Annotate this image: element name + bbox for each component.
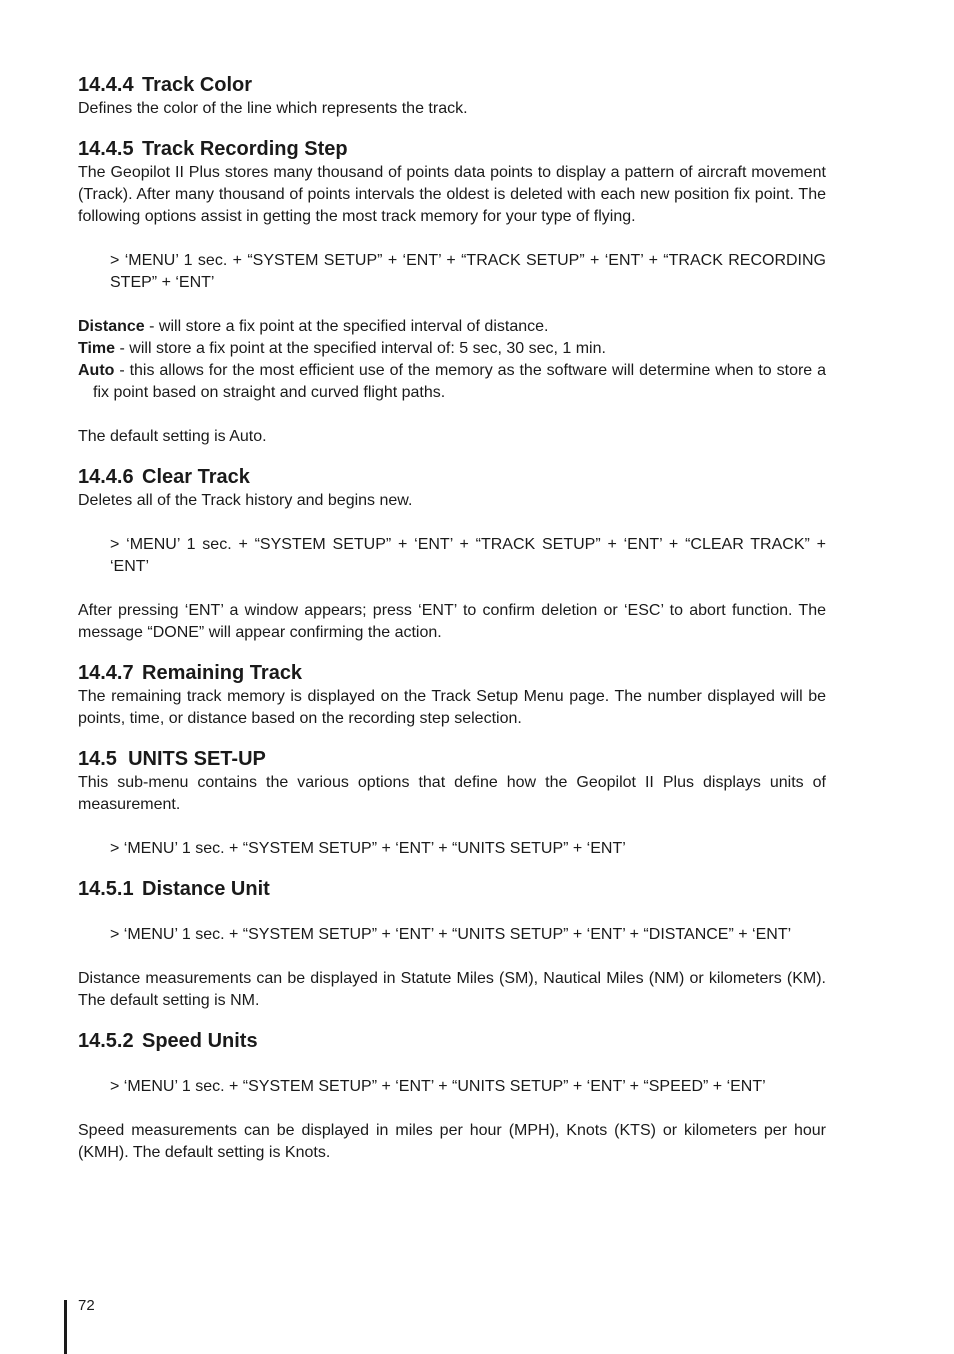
- option-distance: Distance - will store a fix point at the specified interval of distance.: [78, 318, 549, 335]
- page-number: 72: [78, 1297, 95, 1314]
- paragraph: The remaining track memory is displayed on the Track Setup Menu page. The number displayed will be points, time, or distance based on the recording step selection.: [78, 688, 826, 727]
- paragraph: This sub-menu contains the various options that define how the Geopilot II Plus displays units of measurement.: [78, 774, 826, 813]
- paragraph: Distance measurements can be displayed in Statute Miles (SM), Nautical Miles (NM) or kilometers (KM). The default setting is NM.: [78, 970, 826, 1009]
- paragraph: Defines the color of the line which represents the track.: [78, 100, 468, 117]
- heading-distance-unit: 14.5.1 Distance Unit: [78, 878, 270, 900]
- menu-command: > ‘MENU’ 1 sec. + “SYSTEM SETUP” + ‘ENT’ + “TRACK SETUP” + ‘ENT’ + “TRACK RECORDING STEP” + ‘ENT’: [110, 252, 826, 291]
- heading-units-setup: 14.5 UNITS SET-UP: [78, 748, 266, 770]
- heading-track-recording-step: 14.4.5 Track Recording Step: [78, 138, 348, 160]
- heading-speed-units: 14.5.2 Speed Units: [78, 1030, 258, 1052]
- page-content: [78, 72, 826, 1164]
- heading-remaining-track: 14.4.7 Remaining Track: [78, 662, 303, 684]
- option-auto: Auto - this allows for the most efficient use of the memory as the software will determine when to store a fix point based on straight and curved flight paths.: [78, 362, 826, 401]
- paragraph: After pressing ‘ENT’ a window appears; press ‘ENT’ to confirm deletion or ‘ESC’ to abort function. The message “DONE” will appear confirming the action.: [78, 602, 826, 641]
- heading-clear-track: 14.4.6 Clear Track: [78, 466, 250, 488]
- menu-command: > ‘MENU’ 1 sec. + “SYSTEM SETUP” + ‘ENT’ + “UNITS SETUP” + ‘ENT’: [110, 840, 626, 857]
- option-time: Time - will store a fix point at the specified interval of: 5 sec, 30 sec, 1 min.: [78, 340, 606, 357]
- heading-track-color: 14.4.4 Track Color: [78, 74, 253, 96]
- paragraph: The Geopilot II Plus stores many thousand of points data points to display a pattern of aircraft movement (Track). After many thousand of points intervals the oldest is deleted with each new position fix point. The following options assist in getting the most track memory for your type of flying.: [78, 164, 826, 225]
- menu-command: > ‘MENU’ 1 sec. + “SYSTEM SETUP” + ‘ENT’ + “UNITS SETUP” + ‘ENT’ + “DISTANCE” + ‘ENT’: [110, 926, 792, 943]
- paragraph: The default setting is Auto.: [78, 428, 267, 445]
- paragraph: Speed measurements can be displayed in miles per hour (MPH), Knots (KTS) or kilometers per hour (KMH). The default setting is Knots.: [78, 1122, 826, 1161]
- menu-command: > ‘MENU’ 1 sec. + “SYSTEM SETUP” + ‘ENT’ + “UNITS SETUP” + ‘ENT’ + “SPEED” + ‘ENT’: [110, 1078, 766, 1095]
- paragraph: Deletes all of the Track history and begins new.: [78, 492, 413, 509]
- menu-command: > ‘MENU’ 1 sec. + “SYSTEM SETUP” + ‘ENT’ + “TRACK SETUP” + ‘ENT’ + “CLEAR TRACK” + ‘ENT’: [110, 536, 826, 575]
- margin-rule: [64, 1300, 67, 1354]
